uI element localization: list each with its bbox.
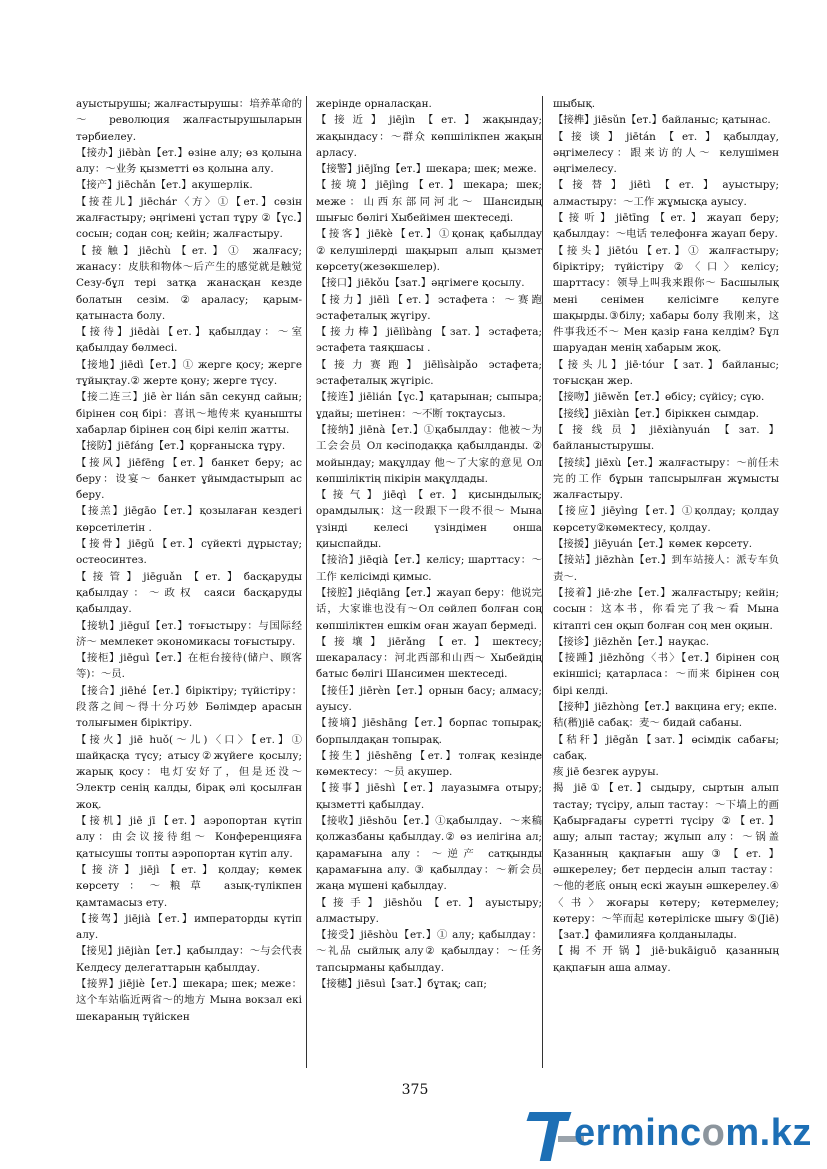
dictionary-entry: 【接地】jiēdì【ет.】① жерге қосу; жерге тұйықтау.② жерте қону; жерге түсу.: [76, 358, 302, 388]
dictionary-entry: 【接头】jiētóu【ет.】① жалғастыру; біріктіру; түйістіру ②〈口〉келісу; шарттасу：领导上叫我来跟你～ Басшылық мені сенімен келісімге келуге шақырды.③білу; хабары болу 我刚来，这件事我还不～ Мен қазір ғана келдім? Бұл шаруадан менің хабарым жоқ.: [553, 244, 779, 355]
logo-text-o: o: [701, 1112, 726, 1154]
dictionary-entry: 【接应】jiēyìng【ет.】①қолдау; қолдау көрсету②көмектесу, қолдау.: [553, 505, 779, 534]
dictionary-entry: 【接谈】jiētán【ет.】қабылдау, әңгімелесу：跟来访的人～ келушімен әңгімелесу.: [553, 130, 779, 176]
dictionary-entry: 【接任】jiērèn【ет.】орнын басу; алмасу; ауысу.: [316, 684, 542, 713]
dictionary-entry: 【接力棒】jiēlìbàng【зат.】эстафета; эстафета таяқшасы .: [316, 326, 542, 355]
dictionary-entry: 秸(稭)jiē сабақ：麦～ бидай сабаны.: [553, 717, 743, 730]
dictionary-entry: 【接界】jiējiè【ет.】шекара; шек; межe：这个车站临近两省～的地方 Мына вокзал екі шекараның түйіскен: [76, 978, 302, 1023]
dictionary-entry: 【接壤】jiērǎng【ет.】шектесу; шекараласу：河北西部和山西～ Хыбейдің батыс бөлігі Шансимен шектеседі.: [316, 635, 542, 681]
dictionary-entry: 【接近】jiējìn【ет.】жақындау; жақындасу：～群众 көпшілікпен жақын арласу.: [316, 114, 542, 159]
dictionary-entry: 【接收】jiēshōu【ет.】①қабылдау．～来稿 қолжазбаны қабылдау.② өз иелігіна ал; қарамағына алу：～逆产 сатқынды қарамағына алу. ③ қабылдау：～新会员 жаңа мүшені қабылдау.: [316, 815, 542, 893]
dictionary-entry: 【接待】jiēdài【ет.】қабылдау：～室 қабылдау бөлмесі.: [76, 326, 302, 355]
dictionary-entry: 【接线】jiēxiàn【ет.】біріккен сымдар.: [553, 407, 759, 420]
dictionary-entry: 【接榫】jiēsǔn【ет.】байланыс; қатынас.: [553, 114, 771, 127]
dictionary-entry: 【接火】jiē huǒ(～儿)〈口〉【ет.】① шайқасқа түсу; атысу②жүйеге қосылу; жарық қосу：电灯安好了，但是还没～ Электр сенің калды, бірақ әлі қосылған жоқ.: [76, 733, 302, 811]
dictionary-entry: 【接羔】jiēgāo【ет.】қозылаған кездегі көрсетілетін .: [76, 505, 302, 534]
dictionary-entry: ауыстырушы; жалғастырушы：培养革命的～ революция жалғастырушыларын тәрбиелеу.: [76, 98, 302, 143]
dictionary-entry: 【接境】jiējìng【ет.】шекара; шек; межe：山西东部同河北～ Шансидың шығыс бөлігі Хыбейімен шектеседі.: [316, 179, 542, 225]
dictionary-entry: 【接气】jiēqì【ет.】қисындылық; орамдылық：这一段跟下一段不很～ Мына үзінді келесі үзіндімен онша қиыспайды.: [316, 489, 542, 551]
dictionary-entry: 【揭不开锅】jiē·bukāiguō қазанның қақпағын аша алмау.: [553, 945, 779, 974]
dictionary-entry: 【接援】jiēyuán【ет.】көмек көрсету.: [553, 538, 752, 551]
dictionary-entry: 【接合】jiēhé【ет.】біріктіру; түйістіру：段落之间～得十分巧妙 Бөлімдер арасын толығымен біріктіру.: [76, 684, 302, 730]
dictionary-entry: 【接手】jiēshǒu【ет.】ауыстыру; алмастыру.: [316, 896, 542, 925]
page-number: 375: [401, 1082, 429, 1098]
dictionary-entry: 【接替】jiētì【ет.】ауыстыру; алмастыру：～工作 жұмысқа ауысу.: [553, 179, 779, 208]
dictionary-entry: 【接着】jiē·zhe【ет.】жалғастыру; кейін; сосын：这本书，你看完了我～看 Мына кітапті сен оқып болған соң мен оқиын.: [553, 586, 779, 632]
dictionary-entry: 揭 jiē①【ет.】сыдыру, сыртын алып тастау; түсіру, алып тастау：～下墙上的画 Қабырғадағы суретті түсіру ②【ет.】ашу; алып тастау; жұлып алу：～锅盖 Қазанның қақпағын ашу③【ет.】әшкерелеу; бет пердесін алып тастау：～他的老底 оның ескі жауын әшкерелеу.④〈书〉жоғары көтеру; көтермелеу; көтеру：～竿而起 көтерілiске шығу ⑤(Jiē)【зат.】фамилияға қолданылады.: [553, 782, 779, 942]
dictionary-entry: 【接客】jiēkè【ет.】①қонақ қабылдау ②келушілерді шақырып алып қызмет көрсету(жезөкшелер).: [316, 228, 542, 273]
dictionary-entry: 【接墒】jiēshāng【ет.】борпас топырақ; борпылдақан топырақ.: [316, 717, 542, 746]
dictionary-entry: 【接力赛跑】jiēlìsàipǎo эстафета; эстафеталық жүгіріс.: [316, 358, 542, 388]
dictionary-entry: 【接吻】jiēwěn【ет.】өбісу; сүйісу; сүю.: [553, 391, 765, 404]
dictionary-entry: 【接种】jiēzhòng【ет.】вакцина егу; екпе.: [553, 700, 778, 713]
dictionary-entry: 【接柜】jiēguì【ет.】在柜台接待(储户、顾客等)：～员.: [76, 652, 302, 681]
dictionary-entry: 【接办】jiēbàn【ет.】өзіне алу; өз қолына алу：～业务 қызметті өз қолына алу.: [76, 146, 302, 176]
dictionary-entry: 【接触】jiēchù【ет.】① жалғасу; жанасу：皮肤和物体～后产生的感觉就是触觉 Сезу-бұл тері затқа жанасқан кезде болатын сезім.②араласу; қарым-қатынаста болу.: [76, 244, 302, 322]
dictionary-entry: 【接力】jiēlì【ет.】эстафета：～赛跑 эстафеталық жүгіру.: [316, 293, 542, 322]
dictionary-entry: 【接机】jiē jī【ет.】аэропортан күтіп алу：由会议接待组～ Конференцияға қатысушы топты аэропортан күтіп алу.: [76, 815, 302, 860]
dictionary-entry: 【接听】jiētīng【ет.】жауап беру; қабылдау：～电话 телефонға жауап беру.: [553, 212, 779, 241]
column-right: [553, 96, 779, 1068]
dictionary-entry: жерінде орналасқан.: [316, 98, 432, 110]
termincom-logo[interactable]: [522, 1104, 820, 1164]
dictionary-entry: 【接济】jiējì【ет.】қолдау; көмек көрсету：～粮草 азық-түлікпен қамтамасыз ету.: [76, 863, 302, 909]
dictionary-entry: 【接纳】jiēnà【ет.】①қабылдау：他被～为工会会员 Ол кәсіподаққа қабылданды. ② мойындау; мақұлдау 他～了大家的意见 Ол көпшіліктің пікірін мақұлдады.: [316, 423, 542, 485]
dictionary-entry: 【接洽】jiēqià【ет.】келісу; шарттасу：～工作 келісімді қимыс.: [316, 554, 542, 583]
dictionary-entry: 【接风】jiēfēng【ет.】банкет беру; ас беру：设宴～ банкет ұйымдастырып ас беру.: [76, 456, 302, 502]
dictionary-entry: 【接站】jiēzhàn【ет.】到车站接人：派专车负责～.: [553, 554, 779, 583]
dictionary-entry: 痎 jiē безгек ауруы.: [553, 766, 659, 779]
dictionary-entry: 【接穗】jiēsuì【зат.】бұтақ; сап;: [316, 978, 487, 991]
dictionary-entry: 【接警】jiējǐng【ет.】шекара; шек; межe.: [316, 163, 537, 176]
dictionary-entry: 【接连】jiēlián【үс.】қатарынан; сыпыра; ұдайы; шетінен：～不断 тоқтаусыз.: [316, 391, 542, 420]
dictionary-entry: 【接防】jiēfáng【ет.】қорғаныска тұру.: [76, 440, 286, 453]
dictionary-entry: 【接管】jiēguǎn【ет.】басқаруды қабылдау：～政权 саяси басқаруды қабылдау.: [76, 570, 302, 616]
logo-text-main: erminc: [574, 1112, 702, 1154]
dictionary-entry: 【接诊】jiēzhěn【ет.】науқас.: [553, 635, 710, 648]
dictionary-entry: 【接骨】jiēgǔ【ет.】сүйекті дұрыстау; остеосинтез.: [76, 538, 302, 567]
dictionary-entry: 【接茬儿】jiēchár〈方〉①【ет.】сөзін жалғастыру; әңгімені ұстап тұру ②【үс.】сосын; содан соң; кейін; жалғастыру.: [76, 195, 302, 241]
column-divider: [306, 96, 307, 1068]
logo-text: [574, 1110, 812, 1156]
dictionary-entry: 【接事】jiēshì【ет.】лауазымға отыру; қызметті қабылдау.: [316, 782, 542, 811]
column-middle: [316, 96, 542, 1068]
column-left: [76, 96, 302, 1068]
dictionary-entry: 【接踵】jiēzhǒng〈书〉【ет.】бірінен соң екіншісі; қатарласа：～而来 бірінен соң бірі келді.: [553, 652, 779, 697]
dictionary-entry: 【接驾】jiējià【ет.】императорды күтіп алу.: [76, 912, 302, 942]
column-divider: [542, 96, 543, 1068]
dictionary-entry: 【接轨】jiēguǐ【ет.】тоғыстыру：与国际经济～ мемлекет экономикасы тоғыстыру.: [76, 619, 302, 648]
dictionary-entry: 【接续】jiēxù【ет.】жалғастыру：～前任未完的工作 бұрын тапсырылған жұмысты жалғастыру.: [553, 456, 779, 502]
dictionary-entry: 【接二连三】jiē èr lián sān секунд сайын; бірінен соң бірі：喜讯～地传来 қуанышты хабарлар бірінен соң бірі келіп жатты.: [76, 391, 302, 436]
logo-text-rest: m.kz: [725, 1112, 812, 1154]
logo-t-icon: [522, 1106, 582, 1162]
dictionary-entry: 【接生】jiēshēng【ет.】толғақ кезінде көмектесу：～员 акушер.: [316, 749, 542, 779]
dictionary-entry: шыбық.: [553, 98, 596, 110]
dictionary-entry: 【秸秆】jiēgǎn【зат.】өсімдік сабағы; сабақ.: [553, 733, 779, 762]
dictionary-entry: 【接线员】jiēxiànyuán【зат.】байланыстырушы.: [553, 423, 779, 453]
dictionary-entry: 【接头儿】jiē·tóur【зат.】байланыс; тоғысқан жер.: [553, 358, 779, 388]
dictionary-entry: 【接受】jiēshòu【ет.】① алу; қабылдау：～礼品 сыйлық алу② қабылдау：～任务 тапсырманы қабылдау.: [316, 929, 542, 974]
dictionary-entry: 【接见】jiējiàn【ет.】қабылдау：～与会代表 Келдесу делегаттарын қабылдау.: [76, 945, 302, 974]
dictionary-entry: 【接口】jiēkǒu【зат.】әңгімеге қосылу.: [316, 277, 525, 290]
dictionary-entry: 【接产】jiēchǎn【ет.】акушерлік.: [76, 179, 253, 192]
dictionary-entry: 【接腔】jiēqiāng【ет.】жауап беру：他说完话，大家谁也没有～Ол сөйлеп болған соң көпшіліктен ешкім оған жауап бермеді.: [316, 586, 542, 632]
